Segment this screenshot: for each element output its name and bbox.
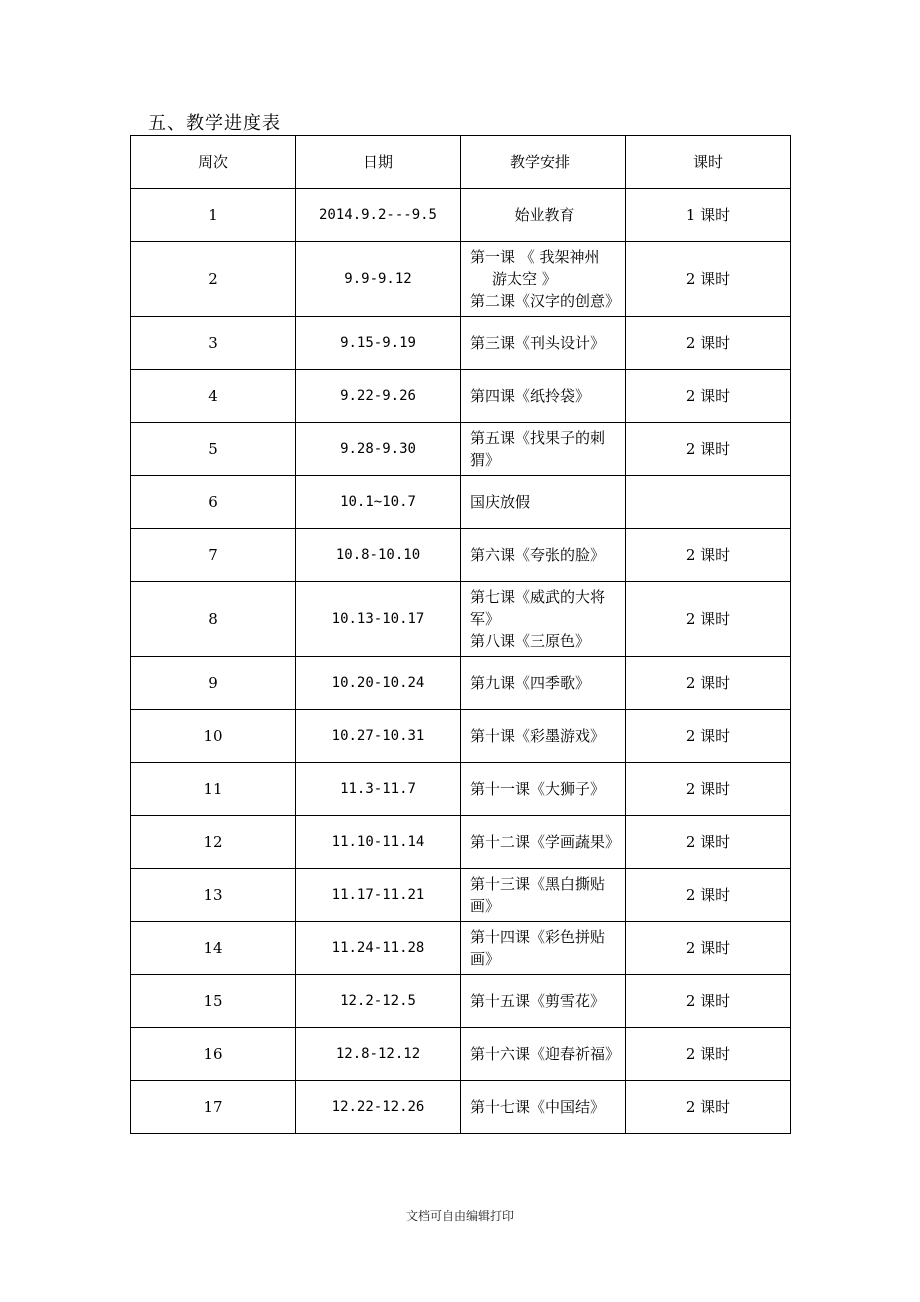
table-row	[131, 1081, 791, 1134]
cell-week: 15	[131, 975, 296, 1028]
cell-plan	[461, 710, 626, 763]
cell-week: 12	[131, 816, 296, 869]
cell-week: 10	[131, 710, 296, 763]
table-row	[131, 975, 791, 1028]
cell-plan	[461, 476, 626, 529]
cell-date: 9.15-9.19	[296, 317, 461, 370]
cell-plan	[461, 763, 626, 816]
cell-hours: 2 课时	[626, 869, 791, 922]
cell-week: 5	[131, 423, 296, 476]
table-row	[131, 370, 791, 423]
cell-date: 12.2-12.5	[296, 975, 461, 1028]
cell-plan	[461, 1028, 626, 1081]
cell-week: 8	[131, 582, 296, 657]
table-row	[131, 922, 791, 975]
cell-date: 11.10-11.14	[296, 816, 461, 869]
cell-plan	[461, 582, 626, 657]
table-header-row	[131, 136, 791, 189]
cell-plan	[461, 922, 626, 975]
plan-line: 第六课《夸张的脸》	[470, 546, 606, 564]
cell-plan	[461, 189, 626, 242]
plan-line: 第五课《找果子的刺	[470, 429, 606, 447]
cell-plan	[461, 816, 626, 869]
cell-hours: 2 课时	[626, 317, 791, 370]
cell-plan	[461, 370, 626, 423]
cell-date: 10.27-10.31	[296, 710, 461, 763]
cell-date: 12.8-12.12	[296, 1028, 461, 1081]
cell-hours: 2 课时	[626, 1028, 791, 1081]
table-row	[131, 242, 791, 317]
plan-line: 军》	[470, 610, 501, 628]
table-row	[131, 582, 791, 657]
plan-line: 第十七课《中国结》	[470, 1098, 606, 1116]
cell-date: 10.13-10.17	[296, 582, 461, 657]
cell-hours: 2 课时	[626, 529, 791, 582]
cell-plan	[461, 657, 626, 710]
cell-plan	[461, 529, 626, 582]
table-row	[131, 189, 791, 242]
cell-date: 10.20-10.24	[296, 657, 461, 710]
section-title: 五、教学进度表	[148, 113, 281, 134]
cell-week: 14	[131, 922, 296, 975]
plan-line: 画》	[470, 897, 501, 915]
header-plan: 教学安排	[461, 136, 626, 189]
header-week: 周次	[131, 136, 296, 189]
cell-week: 4	[131, 370, 296, 423]
cell-date: 11.17-11.21	[296, 869, 461, 922]
cell-date: 9.28-9.30	[296, 423, 461, 476]
plan-line: 第二课《汉字的创意》	[470, 292, 621, 310]
cell-hours: 2 课时	[626, 763, 791, 816]
plan-line: 第十二课《学画蔬果》	[470, 833, 621, 851]
cell-week: 7	[131, 529, 296, 582]
plan-line: 第一课 《 我架神州	[470, 248, 600, 266]
cell-hours: 1 课时	[626, 189, 791, 242]
plan-line: 始业教育	[514, 206, 575, 224]
cell-date: 2014.9.2---9.5	[296, 189, 461, 242]
cell-hours: 2 课时	[626, 657, 791, 710]
plan-line: 第三课《刊头设计》	[470, 334, 606, 352]
cell-date: 11.3-11.7	[296, 763, 461, 816]
table-row	[131, 1028, 791, 1081]
cell-date: 9.22-9.26	[296, 370, 461, 423]
cell-plan	[461, 242, 626, 317]
cell-hours: 2 课时	[626, 1081, 791, 1134]
cell-plan	[461, 1081, 626, 1134]
cell-date: 9.9-9.12	[296, 242, 461, 317]
plan-line: 第十课《彩墨游戏》	[470, 727, 606, 745]
cell-week: 9	[131, 657, 296, 710]
cell-hours: 2 课时	[626, 370, 791, 423]
cell-hours: 2 课时	[626, 582, 791, 657]
cell-week: 13	[131, 869, 296, 922]
table-row	[131, 710, 791, 763]
cell-hours: 2 课时	[626, 242, 791, 317]
table-row	[131, 529, 791, 582]
table-row	[131, 317, 791, 370]
plan-line: 第十三课《黑白撕贴	[470, 875, 606, 893]
cell-hours: 2 课时	[626, 710, 791, 763]
plan-line: 第十五课《剪雪花》	[470, 992, 606, 1010]
plan-line: 游太空 》	[492, 270, 557, 288]
schedule-table	[130, 135, 791, 1134]
cell-week: 11	[131, 763, 296, 816]
cell-hours: 2 课时	[626, 423, 791, 476]
cell-plan	[461, 317, 626, 370]
plan-line: 第十一课《大狮子》	[470, 780, 606, 798]
plan-line: 第九课《四季歌》	[470, 674, 591, 692]
plan-line: 第十四课《彩色拼贴	[470, 928, 606, 946]
cell-date: 10.8-10.10	[296, 529, 461, 582]
cell-week: 17	[131, 1081, 296, 1134]
cell-date: 11.24-11.28	[296, 922, 461, 975]
cell-week: 2	[131, 242, 296, 317]
table-row	[131, 763, 791, 816]
table-row	[131, 869, 791, 922]
footer-note: 文档可自由编辑打印	[405, 1209, 514, 1223]
cell-plan	[461, 423, 626, 476]
table-row	[131, 816, 791, 869]
cell-week: 1	[131, 189, 296, 242]
cell-hours: 2 课时	[626, 922, 791, 975]
plan-line: 第十六课《迎春祈福》	[470, 1045, 621, 1063]
plan-line: 猬》	[470, 451, 501, 469]
header-hours: 课时	[626, 136, 791, 189]
cell-week: 16	[131, 1028, 296, 1081]
table-row	[131, 476, 791, 529]
header-date: 日期	[296, 136, 461, 189]
cell-hours: 2 课时	[626, 975, 791, 1028]
cell-date: 10.1~10.7	[296, 476, 461, 529]
cell-week: 6	[131, 476, 296, 529]
cell-hours: 2 课时	[626, 816, 791, 869]
plan-line: 画》	[470, 950, 501, 968]
cell-date: 12.22-12.26	[296, 1081, 461, 1134]
table-row	[131, 657, 791, 710]
plan-line: 国庆放假	[470, 493, 531, 511]
plan-line: 第七课《威武的大将	[470, 588, 606, 606]
cell-week: 3	[131, 317, 296, 370]
cell-plan	[461, 869, 626, 922]
plan-line: 第八课《三原色》	[470, 632, 591, 650]
table-row	[131, 423, 791, 476]
cell-plan	[461, 975, 626, 1028]
cell-hours	[626, 476, 791, 529]
plan-line: 第四课《纸拎袋》	[470, 387, 591, 405]
